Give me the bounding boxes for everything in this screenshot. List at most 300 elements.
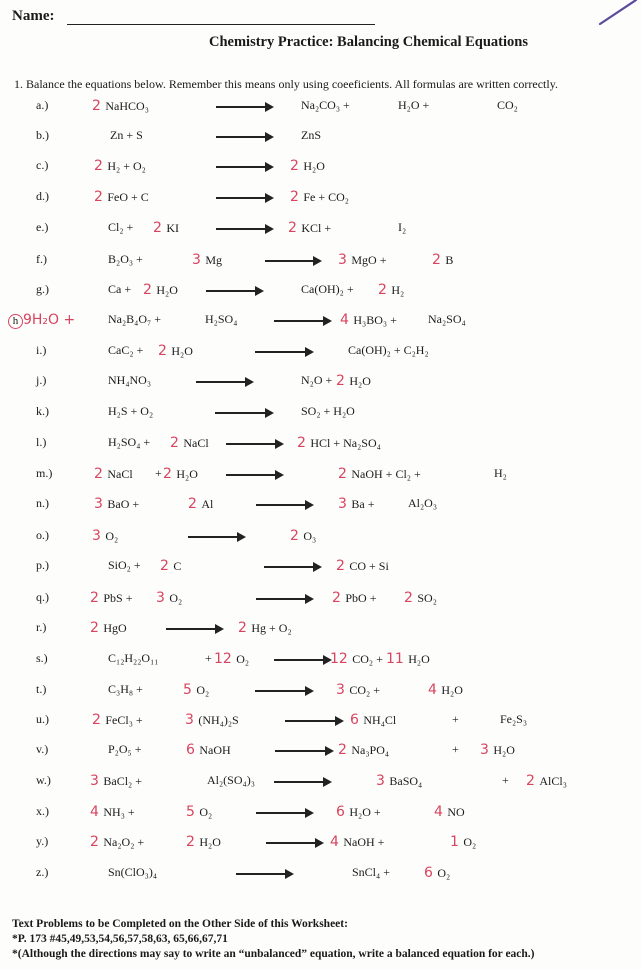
reaction-arrow-icon [274, 781, 330, 783]
reaction-arrow-icon [216, 228, 272, 230]
equation-row [0, 496, 641, 516]
equation-term [92, 98, 149, 114]
equation-row [0, 343, 641, 363]
handwritten-coefficient: 4 [90, 804, 104, 820]
formula: O₂ [105, 529, 119, 543]
equation-label: b.) [36, 128, 49, 142]
handwritten-coefficient: 2 [94, 189, 108, 205]
formula: H₂O + [398, 98, 430, 112]
equation-label: n.) [36, 496, 49, 510]
footer-note: *(Although the directions may say to write an “unbalanced” equation, write a balanced equation for each.) [12, 948, 535, 960]
handwritten-coefficient: 2 [90, 590, 104, 606]
equation-term [108, 558, 141, 573]
reaction-arrow-icon [216, 197, 272, 199]
equation-term [336, 558, 389, 574]
reaction-arrow-icon [256, 598, 312, 600]
formula: BaCl₂ + [103, 774, 142, 788]
handwritten-coefficient: 2 [92, 712, 106, 728]
formula: H₂O [408, 652, 430, 666]
equation-term [428, 312, 466, 327]
equation-label: l.) [36, 435, 47, 449]
formula: Ca(OH)₂ + C₂H₂ [348, 343, 429, 357]
handwritten-coefficient: 4 [340, 312, 354, 328]
equation-label: q.) [36, 590, 49, 604]
handwritten-coefficient: 2 [170, 435, 184, 451]
formula: N₂O + [301, 373, 333, 387]
handwritten-coefficient: 2 [153, 220, 167, 236]
reaction-arrow-icon [206, 290, 262, 292]
formula: O₂ [169, 591, 183, 605]
formula: B₂O₃ + [108, 252, 143, 266]
reaction-arrow-icon [215, 412, 272, 414]
handwritten-coefficient: 6 [424, 865, 438, 881]
formula: C₁₂H₂₂O₁₁ [108, 651, 159, 665]
equation-label: k.) [36, 404, 49, 418]
equation-term [90, 773, 142, 789]
equation-label: j.) [36, 373, 47, 387]
equation-row [0, 466, 641, 486]
formula: NaCl [107, 467, 133, 481]
equation-term [108, 312, 161, 327]
equation-row [0, 282, 641, 302]
handwritten-coefficient: 2 [94, 466, 108, 482]
equation-row [0, 742, 641, 762]
formula: Cl₂ + [108, 220, 134, 234]
equation-term [452, 712, 459, 727]
handwritten-coefficient: 2 [297, 435, 311, 451]
equation-term [214, 651, 249, 667]
equation-term [301, 98, 350, 113]
formula: Al₂O₃ [408, 496, 438, 510]
handwritten-coefficient: 2 [160, 558, 174, 574]
handwritten-coefficient: 3 [336, 682, 350, 698]
formula: B [445, 253, 454, 267]
reaction-arrow-icon [166, 628, 222, 630]
handwritten-coefficient: 5 [186, 804, 200, 820]
reaction-arrow-icon [255, 351, 312, 353]
formula: NaOH + Cl₂ + [351, 467, 421, 481]
equation-row [0, 590, 641, 610]
reaction-arrow-icon [265, 260, 320, 262]
equation-term [160, 558, 181, 574]
equation-term [336, 373, 371, 389]
equation-term [297, 435, 381, 451]
handwritten-coefficient: 2 [290, 528, 304, 544]
reaction-arrow-icon [274, 320, 330, 322]
handwritten-coefficient: 3 [338, 496, 352, 512]
formula: + [502, 773, 509, 787]
equation-row [0, 620, 641, 640]
equation-term [526, 773, 567, 789]
equation-term [376, 773, 422, 789]
equation-term [290, 528, 316, 544]
handwritten-coefficient: 4 [330, 834, 344, 850]
handwritten-coefficient: 2 [290, 158, 304, 174]
handwritten-coefficient: 3 [338, 252, 352, 268]
handwritten-coefficient: 4 [434, 804, 448, 820]
handwritten-coefficient: 2 [378, 282, 392, 298]
formula: CO₂ [497, 98, 518, 112]
equation-row [0, 651, 641, 671]
handwritten-term: 9H₂O + [23, 312, 76, 328]
formula: Na₂SO₄ [428, 312, 466, 326]
equation-row [0, 804, 641, 824]
formula: BaO + [107, 497, 140, 511]
formula: H₂O [303, 159, 325, 173]
handwritten-coefficient: 2 [188, 496, 202, 512]
equation-term [94, 189, 149, 205]
formula: I₂ [398, 220, 407, 234]
formula: O₂ [463, 835, 477, 849]
reaction-arrow-icon [264, 566, 320, 568]
handwritten-coefficient: 2 [336, 558, 350, 574]
equation-term [288, 220, 331, 236]
formula: SO₂ [417, 591, 437, 605]
formula: Al [201, 497, 214, 511]
equation-term [408, 496, 437, 511]
equation-term [156, 590, 182, 606]
equation-label: f.) [36, 252, 47, 266]
equation-label: m.) [36, 466, 53, 480]
equation-term [301, 373, 332, 388]
formula: Ba + [351, 497, 375, 511]
equation-term [452, 742, 459, 757]
formula: C [173, 559, 182, 573]
formula: + [452, 712, 459, 726]
handwritten-coefficient: 3 [94, 496, 108, 512]
formula: SiO₂ + [108, 558, 141, 572]
formula: PbO + [345, 591, 377, 605]
handwritten-coefficient: 3 [156, 590, 170, 606]
equation-term [378, 282, 404, 298]
equation-term [94, 466, 133, 482]
formula: H₂SO₄ + [108, 435, 151, 449]
formula: Al₂(SO₄)₃ [207, 773, 255, 787]
equation-term [386, 651, 430, 667]
formula: + [452, 742, 459, 756]
handwritten-coefficient: 3 [376, 773, 390, 789]
equation-term [170, 435, 209, 451]
equation-term [188, 496, 213, 512]
formula: SnCl₄ + [352, 865, 390, 879]
formula: PbS + [103, 591, 133, 605]
handwritten-coefficient: 2 [336, 373, 350, 389]
formula: Na₂B₄O₇ + [108, 312, 161, 326]
equation-row [0, 189, 641, 209]
formula: P₂O₅ + [108, 742, 142, 756]
equation-term [434, 804, 465, 820]
equation-term [350, 712, 396, 728]
equation-label: e.) [36, 220, 49, 234]
reaction-arrow-icon [274, 659, 330, 661]
equation-label: z.) [36, 865, 49, 879]
equation-term [108, 742, 141, 757]
equation-label: p.) [36, 558, 49, 572]
equation-row [0, 312, 641, 332]
equation-term [110, 128, 143, 143]
equation-term [352, 865, 390, 880]
equation-label: t.) [36, 682, 47, 696]
formula: NO [447, 805, 465, 819]
reaction-arrow-icon [266, 842, 322, 844]
equation-term [108, 651, 158, 666]
equation-term [340, 312, 397, 328]
equation-row [0, 435, 641, 455]
handwritten-coefficient: 2 [338, 742, 352, 758]
formula: AlCl₃ [539, 774, 567, 788]
equation-term [338, 466, 421, 482]
formula: CO + Si [349, 559, 389, 573]
handwritten-coefficient: 3 [185, 712, 199, 728]
handwritten-coefficient: 2 [158, 343, 172, 359]
formula: Fe₂S₃ [500, 712, 528, 726]
handwritten-coefficient: 5 [183, 682, 197, 698]
equation-label [8, 312, 75, 329]
equation-row [0, 373, 641, 393]
equation-label: u.) [36, 712, 49, 726]
footer-problems: *P. 173 #45,49,53,54,56,57,58,63, 65,66,67,71 [12, 933, 228, 945]
handwritten-coefficient: 2 [186, 834, 200, 850]
equation-term [424, 865, 450, 881]
formula: NaHCO₃ [105, 99, 149, 113]
reaction-arrow-icon [216, 136, 272, 138]
handwritten-coefficient: 3 [480, 742, 494, 758]
equation-term [332, 590, 376, 606]
equation-row [0, 252, 641, 272]
equation-row [0, 528, 641, 548]
formula: H₂ [494, 466, 507, 480]
formula: Sn(ClO₃)₄ [108, 865, 158, 879]
equation-term [301, 404, 355, 419]
equation-row [0, 158, 641, 178]
equation-term [432, 252, 453, 268]
equation-term [108, 220, 133, 235]
handwritten-coefficient: 2 [90, 834, 104, 850]
equation-term [192, 252, 222, 268]
equation-term [348, 343, 429, 358]
equation-term [186, 804, 212, 820]
handwritten-coefficient: 3 [90, 773, 104, 789]
equation-label: a.) [36, 98, 49, 112]
equation-term [185, 712, 239, 728]
handwritten-coefficient: 3 [92, 528, 106, 544]
formula: H₂O [493, 743, 515, 757]
formula: HCl + Na₂SO₄ [310, 436, 381, 450]
equation-term [338, 252, 386, 268]
equation-term [90, 590, 132, 606]
equation-term [155, 466, 162, 481]
equation-term [480, 742, 515, 758]
equation-term [158, 343, 193, 359]
handwritten-coefficient: 6 [336, 804, 350, 820]
pen-mark-icon [596, 0, 638, 26]
circled-label: h [8, 314, 23, 329]
formula: NH₄NO₃ [108, 373, 152, 387]
equation-term [90, 804, 135, 820]
handwritten-coefficient: 2 [526, 773, 540, 789]
equation-term [94, 496, 139, 512]
equation-label: d.) [36, 189, 49, 203]
handwritten-coefficient: 2 [432, 252, 446, 268]
equation-term [163, 466, 198, 482]
equation-term [108, 373, 151, 388]
equation-term [186, 834, 221, 850]
equation-row [0, 834, 641, 854]
reaction-arrow-icon [255, 690, 312, 692]
formula: H₃BO₃ + [353, 313, 397, 327]
handwritten-coefficient: 6 [186, 742, 200, 758]
handwritten-coefficient: 4 [428, 682, 442, 698]
equation-term [205, 651, 212, 666]
equation-label: o.) [36, 528, 49, 542]
reaction-arrow-icon [275, 750, 332, 752]
formula: H₂ + O₂ [107, 159, 146, 173]
formula: FeCl₃ + [105, 713, 143, 727]
equation-term [336, 682, 380, 698]
formula: Na₃PO₄ [351, 743, 390, 757]
equation-label: w.) [36, 773, 51, 787]
handwritten-coefficient: 12 [214, 651, 237, 667]
formula: O₂ [236, 652, 250, 666]
equation-label: r.) [36, 620, 47, 634]
formula: O₂ [199, 805, 213, 819]
formula: + [205, 651, 212, 665]
formula: Hg + O₂ [251, 621, 292, 635]
name-field-line[interactable] [67, 24, 375, 25]
handwritten-coefficient: 2 [92, 98, 106, 114]
handwritten-coefficient: 2 [143, 282, 157, 298]
equation-term [108, 343, 143, 358]
handwritten-coefficient: 2 [238, 620, 252, 636]
handwritten-coefficient: 11 [386, 651, 409, 667]
reaction-arrow-icon [226, 443, 282, 445]
equation-term [330, 834, 384, 850]
equation-term [290, 158, 325, 174]
equation-term [330, 651, 383, 667]
equation-term [500, 712, 527, 727]
equation-label: y.) [36, 834, 49, 848]
formula: H₂O [156, 283, 178, 297]
formula: H₂O [349, 374, 371, 388]
formula: O₃ [303, 529, 317, 543]
worksheet-title: Chemistry Practice: Balancing Chemical Equations [209, 34, 528, 50]
equation-term [108, 682, 143, 697]
handwritten-coefficient: 2 [163, 466, 177, 482]
formula: Na₂O₂ + [103, 835, 145, 849]
equation-term [301, 128, 321, 143]
formula: Fe + CO₂ [303, 190, 349, 204]
handwritten-coefficient: 2 [288, 220, 302, 236]
formula: Ca(OH)₂ + [301, 282, 354, 296]
reaction-arrow-icon [196, 381, 252, 383]
formula: O₂ [196, 683, 210, 697]
equation-row [0, 865, 641, 885]
formula: O₂ [437, 866, 451, 880]
equation-row [0, 682, 641, 702]
equation-term [186, 742, 231, 758]
handwritten-coefficient: 12 [330, 651, 353, 667]
equation-label: s.) [36, 651, 48, 665]
handwritten-coefficient: 1 [450, 834, 464, 850]
formula: MgO + [351, 253, 387, 267]
handwritten-coefficient: 2 [290, 189, 304, 205]
equation-term [338, 496, 374, 512]
equation-term [238, 620, 292, 636]
formula: H₂SO₄ [205, 312, 238, 326]
handwritten-coefficient: 2 [94, 158, 108, 174]
equation-term [207, 773, 255, 788]
reaction-arrow-icon [226, 474, 282, 476]
formula: H₂O [176, 467, 198, 481]
reaction-arrow-icon [236, 873, 292, 875]
equation-term [502, 773, 509, 788]
equation-term [336, 804, 381, 820]
equation-row [0, 773, 641, 793]
equation-term [301, 282, 354, 297]
reaction-arrow-icon [216, 166, 272, 168]
handwritten-coefficient: 2 [90, 620, 104, 636]
formula: HgO [103, 621, 127, 635]
equation-term [90, 620, 127, 636]
equation-term [92, 528, 118, 544]
formula: KCl + [301, 221, 332, 235]
equation-label: c.) [36, 158, 49, 172]
reaction-arrow-icon [188, 536, 244, 538]
equation-term [108, 865, 157, 880]
equation-term [290, 189, 349, 205]
equation-label: x.) [36, 804, 49, 818]
equation-term [92, 712, 143, 728]
formula: Na₂CO₃ + [301, 98, 350, 112]
handwritten-coefficient: 6 [350, 712, 364, 728]
equation-term [143, 282, 178, 298]
equation-row [0, 712, 641, 732]
formula: H₂O + [349, 805, 381, 819]
equation-term [494, 466, 507, 481]
formula: + [155, 466, 162, 480]
equation-label: v.) [36, 742, 49, 756]
equation-term [153, 220, 179, 236]
equation-row [0, 558, 641, 578]
equation-label: i.) [36, 343, 47, 357]
handwritten-coefficient: 2 [404, 590, 418, 606]
equation-label: g.) [36, 282, 49, 296]
footer-heading: Text Problems to be Completed on the Other Side of this Worksheet: [12, 918, 348, 930]
handwritten-coefficient: 2 [338, 466, 352, 482]
formula: H₂O [171, 344, 193, 358]
equation-term [94, 158, 146, 174]
formula: NaOH + [343, 835, 385, 849]
reaction-arrow-icon [216, 106, 272, 108]
equation-row [0, 98, 641, 118]
formula: NaOH [199, 743, 231, 757]
formula: H₂S + O₂ [108, 404, 154, 418]
instructions: 1. Balance the equations below. Remember this means only using coeeficients. All formulas are written correctly. [14, 77, 558, 91]
equation-term [404, 590, 437, 606]
formula: C₃H₈ + [108, 682, 143, 696]
formula: CaC₂ + [108, 343, 144, 357]
handwritten-coefficient: 3 [192, 252, 206, 268]
reaction-arrow-icon [285, 720, 342, 722]
formula: H₂ [391, 283, 405, 297]
equation-row [0, 220, 641, 240]
equation-term [428, 682, 463, 698]
formula: Mg [205, 253, 223, 267]
formula: KI [166, 221, 180, 235]
equation-row [0, 404, 641, 424]
formula: Zn + S [110, 128, 143, 142]
handwritten-coefficient: 2 [332, 590, 346, 606]
